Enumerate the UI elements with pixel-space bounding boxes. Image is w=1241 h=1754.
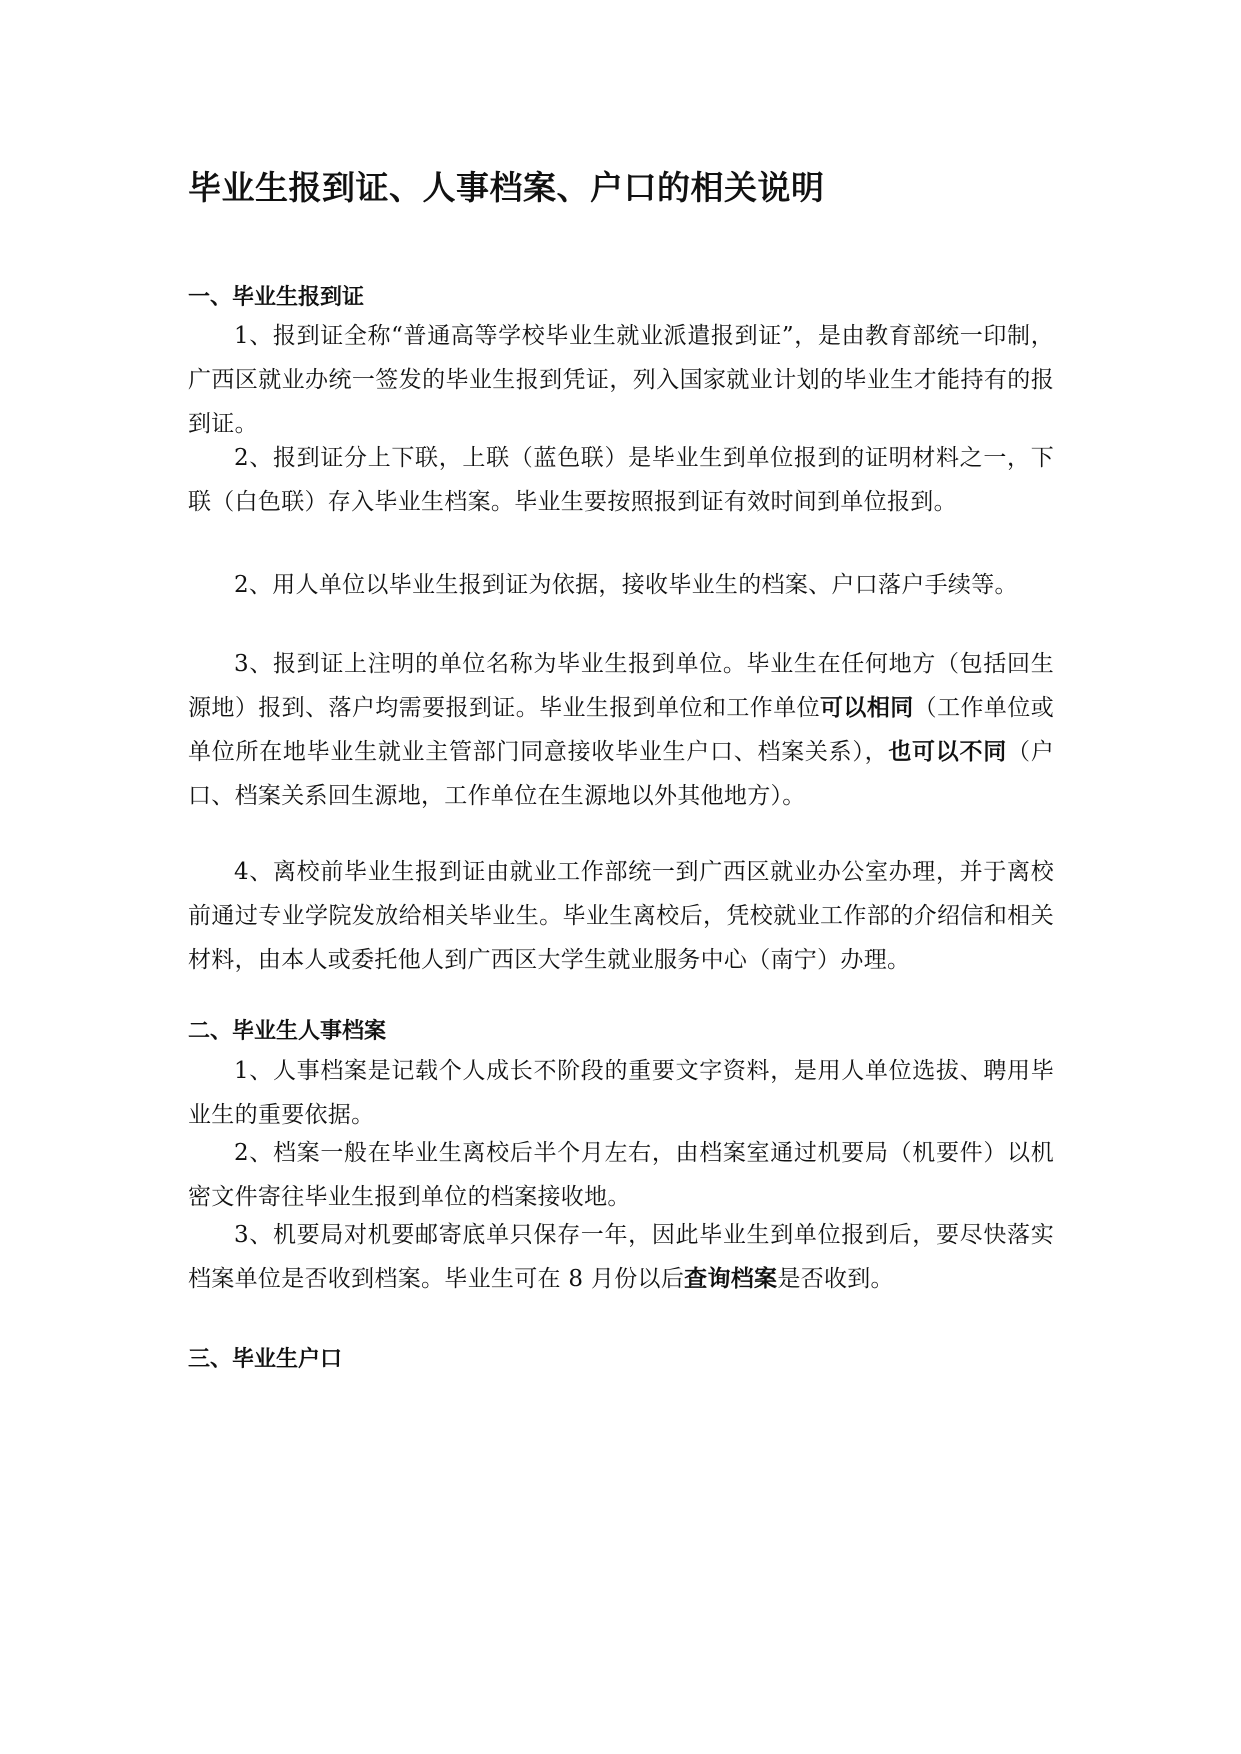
paragraph-2-3-text-a: 3、机要局对机要邮寄底单只保存一年，因此毕业生到单位报到后，要尽快落实档案单位是否收到档案。毕业生可在 8 月份以后 (188, 1222, 1054, 1292)
paragraph-1-4-text-c: （户口、档案关系回生源地，工作单位在生源地以外其他地方）。 (188, 739, 1054, 809)
paragraph-1-4-text-b: （工作单位或单位所在地毕业生就业主管部门同意接收毕业生户口、档案关系）， (188, 695, 1054, 765)
paragraph-1-4-bold-a: 可以相同 (820, 695, 914, 721)
document-page (188, 0, 1054, 1754)
paragraph-1-4-bold-b: 也可以不同 (888, 739, 1007, 765)
paragraph-1-3: 2、用人单位以毕业生报到证为依据，接收毕业生的档案、户口落户手续等。 (234, 572, 1018, 598)
paragraph-1-4 (188, 642, 1054, 818)
paragraph-2-1: 1、人事档案是记载个人成长不阶段的重要文字资料，是用人单位选拔、聘用毕业生的重要依据。 (188, 1058, 1054, 1128)
paragraph-2-3 (188, 1213, 1054, 1301)
paragraph-2-2: 2、档案一般在毕业生离校后半个月左右，由档案室通过机要局（机要件）以机密文件寄往毕业生报到单位的档案接收地。 (188, 1140, 1054, 1210)
section-heading-1: 一、毕业生报到证 (188, 285, 365, 310)
paragraph-1-2: 2、报到证分上下联，上联（蓝色联）是毕业生到单位报到的证明材料之一，下联（白色联）存入毕业生档案。毕业生要按照报到证有效时间到单位报到。 (188, 445, 1054, 515)
paragraph-2-3-bold-a: 查询档案 (684, 1266, 778, 1292)
paragraph-1-4-text-a: 3、报到证上注明的单位名称为毕业生报到单位。毕业生在任何地方（包括回生源地）报到、落户均需要报到证。毕业生报到单位和工作单位 (188, 651, 1054, 721)
section-heading-3: 三、毕业生户口 (188, 1347, 343, 1372)
paragraph-2-3-text-b: 是否收到。 (777, 1266, 894, 1292)
paragraph-1-5: 4、离校前毕业生报到证由就业工作部统一到广西区就业办公室办理，并于离校前通过专业学院发放给相关毕业生。毕业生离校后，凭校就业工作部的介绍信和相关材料，由本人或委托他人到广西区大学生就业服务中心（南宁）办理。 (188, 859, 1054, 973)
section-heading-2: 二、毕业生人事档案 (188, 1019, 387, 1044)
page-title: 毕业生报到证、人事档案、户口的相关说明 (188, 168, 825, 207)
paragraph-1-1: 1、报到证全称“普通高等学校毕业生就业派遣报到证”，是由教育部统一印制，广西区就业办统一签发的毕业生报到凭证，列入国家就业计划的毕业生才能持有的报到证。 (188, 323, 1054, 437)
